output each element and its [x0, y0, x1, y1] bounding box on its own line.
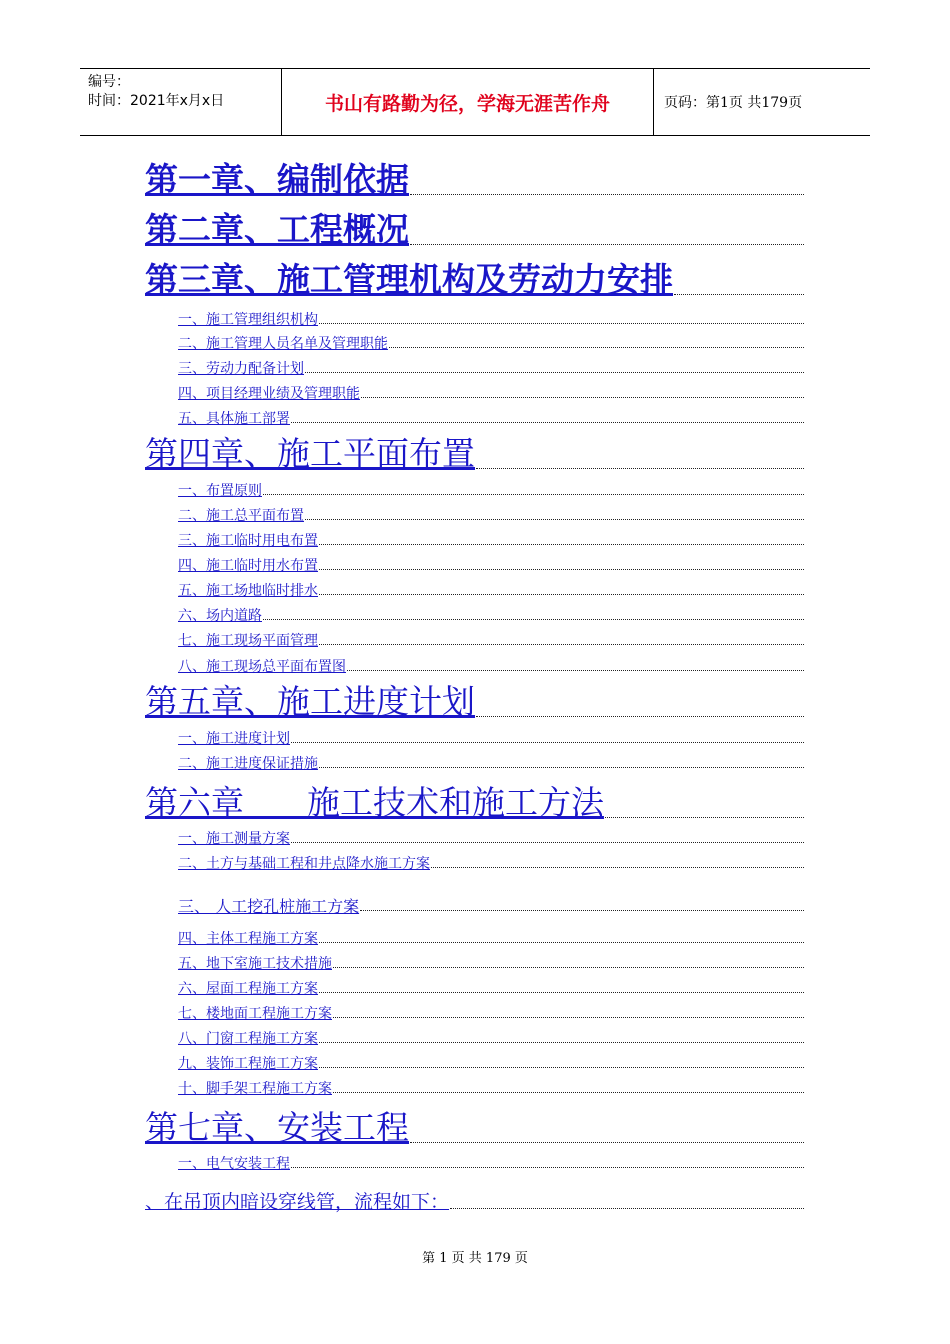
toc-entry-link[interactable]: 第七章、安装工程	[145, 1108, 409, 1147]
toc-entry-link[interactable]: 第二章、工程概况	[145, 210, 409, 249]
toc-leader-dots	[333, 967, 804, 968]
toc-leader-dots	[291, 742, 804, 743]
toc-leader-dots	[450, 1208, 804, 1209]
toc-entry[interactable]	[178, 532, 804, 550]
toc-entry-link[interactable]: 七、楼地面工程施工方案	[178, 1006, 332, 1022]
toc-entry[interactable]	[145, 1108, 804, 1148]
toc-leader-dots	[410, 244, 804, 245]
toc-entry-link[interactable]: 第四章、施工平面布置	[145, 434, 475, 473]
toc-entry[interactable]	[178, 632, 804, 650]
toc-leader-dots	[410, 1142, 804, 1143]
toc-entry-link[interactable]: 一、施工进度计划	[178, 731, 290, 747]
toc-leader-dots	[333, 1017, 804, 1018]
page-header	[80, 68, 870, 136]
toc-entry-link[interactable]: 二、施工总平面布置	[178, 508, 304, 524]
toc-entry-link[interactable]: 六、屋面工程施工方案	[178, 981, 318, 997]
toc-entry[interactable]	[178, 755, 804, 773]
toc-leader-dots	[360, 910, 804, 911]
toc-leader-dots	[319, 1042, 804, 1043]
toc-leader-dots	[291, 842, 804, 843]
toc-leader-dots	[263, 619, 804, 620]
toc-leader-dots	[263, 494, 804, 495]
toc-entry-link[interactable]: 三、 人工挖孔桩施工方案	[178, 897, 360, 916]
toc-entry[interactable]	[178, 955, 804, 973]
toc-entry[interactable]	[145, 434, 804, 474]
toc-entry[interactable]	[178, 311, 804, 329]
toc-entry-link[interactable]: 、在吊顶内暗设穿线管，流程如下：	[145, 1191, 450, 1213]
toc-entry[interactable]	[178, 980, 804, 998]
toc-entry[interactable]	[178, 410, 804, 428]
toc-leader-dots	[605, 817, 804, 818]
toc-leader-dots	[389, 347, 804, 348]
toc-entry-link[interactable]: 二、施工进度保证措施	[178, 756, 318, 772]
document-time-label: 时间：2021年x月x日	[88, 93, 225, 109]
toc-entry-link[interactable]: 四、主体工程施工方案	[178, 931, 318, 947]
toc-entry[interactable]	[145, 210, 804, 250]
toc-leader-dots	[305, 372, 804, 373]
toc-entry[interactable]	[178, 855, 804, 873]
toc-entry-link[interactable]: 一、施工测量方案	[178, 831, 290, 847]
toc-entry-link[interactable]: 六、场内道路	[178, 608, 262, 624]
header-page-info: 页码：第1页 共179页	[664, 95, 803, 111]
toc-leader-dots	[319, 942, 804, 943]
toc-entry[interactable]	[178, 482, 804, 500]
toc-entry-link[interactable]: 一、电气安装工程	[178, 1156, 290, 1172]
toc-entry-link[interactable]: 二、施工管理人员名单及管理职能	[178, 336, 388, 352]
toc-entry-link[interactable]: 一、施工管理组织机构	[178, 312, 318, 328]
toc-entry[interactable]	[178, 1055, 804, 1073]
toc-entry[interactable]	[178, 385, 804, 403]
toc-leader-dots	[431, 867, 804, 868]
toc-entry-link[interactable]: 八、施工现场总平面布置图	[178, 659, 346, 675]
toc-leader-dots	[319, 569, 804, 570]
toc-leader-dots	[319, 992, 804, 993]
toc-entry[interactable]	[178, 607, 804, 625]
toc-entry-link[interactable]: 四、项目经理业绩及管理职能	[178, 386, 360, 402]
toc-leader-dots	[347, 670, 804, 671]
toc-entry[interactable]	[178, 335, 804, 353]
toc-entry-link[interactable]: 八、门窗工程施工方案	[178, 1031, 318, 1047]
toc-leader-dots	[305, 519, 804, 520]
toc-entry[interactable]	[178, 1080, 804, 1098]
toc-entry-link[interactable]: 第五章、施工进度计划	[145, 682, 475, 721]
toc-leader-dots	[319, 767, 804, 768]
toc-entry[interactable]	[145, 1190, 804, 1214]
toc-entry[interactable]	[178, 1005, 804, 1023]
toc-entry-link[interactable]: 第一章、编制依据	[145, 160, 409, 199]
toc-entry-link[interactable]: 五、具体施工部署	[178, 411, 290, 427]
toc-leader-dots	[291, 422, 804, 423]
toc-leader-dots	[476, 468, 804, 469]
toc-entry[interactable]	[145, 783, 804, 823]
toc-entry-link[interactable]: 二、土方与基础工程和井点降水施工方案	[178, 856, 430, 872]
toc-leader-dots	[291, 1167, 804, 1168]
toc-entry-link[interactable]: 五、地下室施工技术措施	[178, 956, 332, 972]
toc-entry-link[interactable]: 第六章 施工技术和施工方法	[145, 783, 604, 822]
toc-entry-link[interactable]: 三、劳动力配备计划	[178, 361, 304, 377]
toc-entry-link[interactable]: 七、施工现场平面管理	[178, 633, 318, 649]
toc-entry[interactable]	[145, 160, 804, 200]
toc-entry[interactable]	[178, 658, 804, 676]
toc-entry-link[interactable]: 五、施工场地临时排水	[178, 583, 318, 599]
toc-entry[interactable]	[178, 582, 804, 600]
toc-leader-dots	[333, 1092, 804, 1093]
toc-entry-link[interactable]: 第三章、施工管理机构及劳动力安排	[145, 260, 673, 299]
toc-leader-dots	[319, 594, 804, 595]
toc-leader-dots	[476, 716, 804, 717]
toc-entry-link[interactable]: 十、脚手架工程施工方案	[178, 1081, 332, 1097]
toc-leader-dots	[674, 294, 804, 295]
toc-leader-dots	[319, 323, 804, 324]
toc-entry[interactable]	[178, 898, 804, 916]
toc-leader-dots	[319, 544, 804, 545]
toc-leader-dots	[319, 1067, 804, 1068]
toc-entry[interactable]	[145, 682, 804, 722]
toc-leader-dots	[319, 644, 804, 645]
header-motto: 书山有路勤为径，学海无涯苦作舟	[282, 69, 654, 135]
toc-entry-link[interactable]: 一、布置原则	[178, 483, 262, 499]
page-footer: 第 1 页 共 179 页	[422, 1251, 528, 1266]
toc-entry-link[interactable]: 四、施工临时用水布置	[178, 558, 318, 574]
toc-entry-link[interactable]: 三、施工临时用电布置	[178, 533, 318, 549]
toc-entry[interactable]	[178, 1030, 804, 1048]
toc-entry[interactable]	[145, 260, 804, 300]
toc-entry[interactable]	[178, 360, 804, 378]
toc-entry[interactable]	[178, 930, 804, 948]
toc-entry[interactable]	[178, 730, 804, 748]
toc-leader-dots	[361, 397, 804, 398]
toc-entry[interactable]	[178, 557, 804, 575]
toc-entry[interactable]	[178, 1155, 804, 1173]
document-number-label: 编号：	[88, 74, 130, 90]
toc-entry[interactable]	[178, 507, 804, 525]
toc-leader-dots	[410, 194, 804, 195]
toc-entry-link[interactable]: 九、装饰工程施工方案	[178, 1056, 318, 1072]
header-meta	[80, 69, 282, 135]
toc-entry[interactable]	[178, 830, 804, 848]
